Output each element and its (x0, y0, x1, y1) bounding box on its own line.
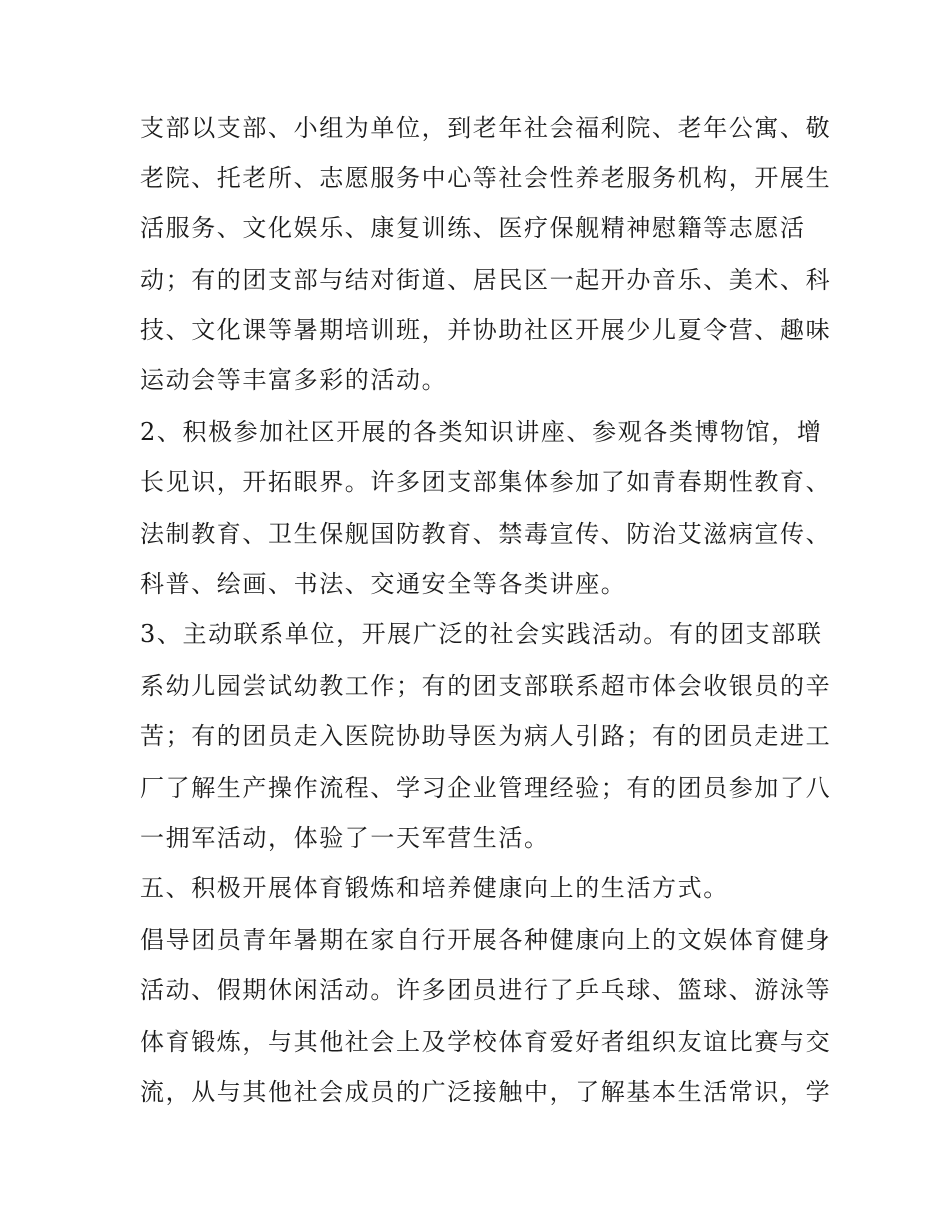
text-line: 厂了解生产操作流程、学习企业管理经验；有的团员参加了八 (140, 774, 832, 802)
text-line: 法制教育、卫生保舰国防教育、禁毒宣传、防治艾滋病宣传、 (140, 520, 832, 548)
text-line: 2、积极参加社区开展的各类知识讲座、参观各类博物馆，增 (140, 418, 823, 446)
text-line: 长见识，开拓眼界。许多团支部集体参加了如青春期性教育、 (140, 468, 832, 496)
text-line: 苦；有的团员走入医院协助导医为病人引路；有的团员走进工 (140, 722, 832, 750)
text-line: 活动、假期休闲活动。许多团员进行了乒乓球、篮球、游泳等 (140, 976, 832, 1004)
text-line: 动；有的团支部与结对街道、居民区一起开办音乐、美术、科 (140, 266, 832, 294)
text-line: 流，从与其他社会成员的广泛接触中，了解基本生活常识，学 (140, 1078, 832, 1106)
text-line: 3、主动联系单位，开展广泛的社会实践活动。有的团支部联 (140, 620, 823, 648)
text-line: 支部以支部、小组为单位，到老年社会福利院、老年公寓、敬 (140, 114, 832, 142)
text-line: 倡导团员青年暑期在家自行开展各种健康向上的文娱体育健身 (140, 926, 832, 954)
text-line: 老院、托老所、志愿服务中心等社会性养老服务机构，开展生 (140, 164, 832, 192)
text-line: 系幼儿园尝试幼教工作；有的团支部联系超市体会收银员的辛 (140, 672, 832, 700)
text-line: 科普、绘画、书法、交通安全等各类讲座。 (140, 570, 627, 598)
text-line: 技、文化课等暑期培训班，并协助社区开展少儿夏令营、趣味 (140, 316, 832, 344)
text-line: 活服务、文化娱乐、康复训练、医疗保舰精神慰籍等志愿活 (140, 214, 806, 242)
text-line: 五、积极开展体育锻炼和培养健康向上的生活方式。 (140, 874, 729, 902)
text-line: 运动会等丰富多彩的活动。 (140, 366, 448, 394)
text-line: 体育锻炼，与其他社会上及学校体育爱好者组织友谊比赛与交 (140, 1028, 832, 1056)
text-line: 一拥军活动，体验了一天军营生活。 (140, 824, 550, 852)
